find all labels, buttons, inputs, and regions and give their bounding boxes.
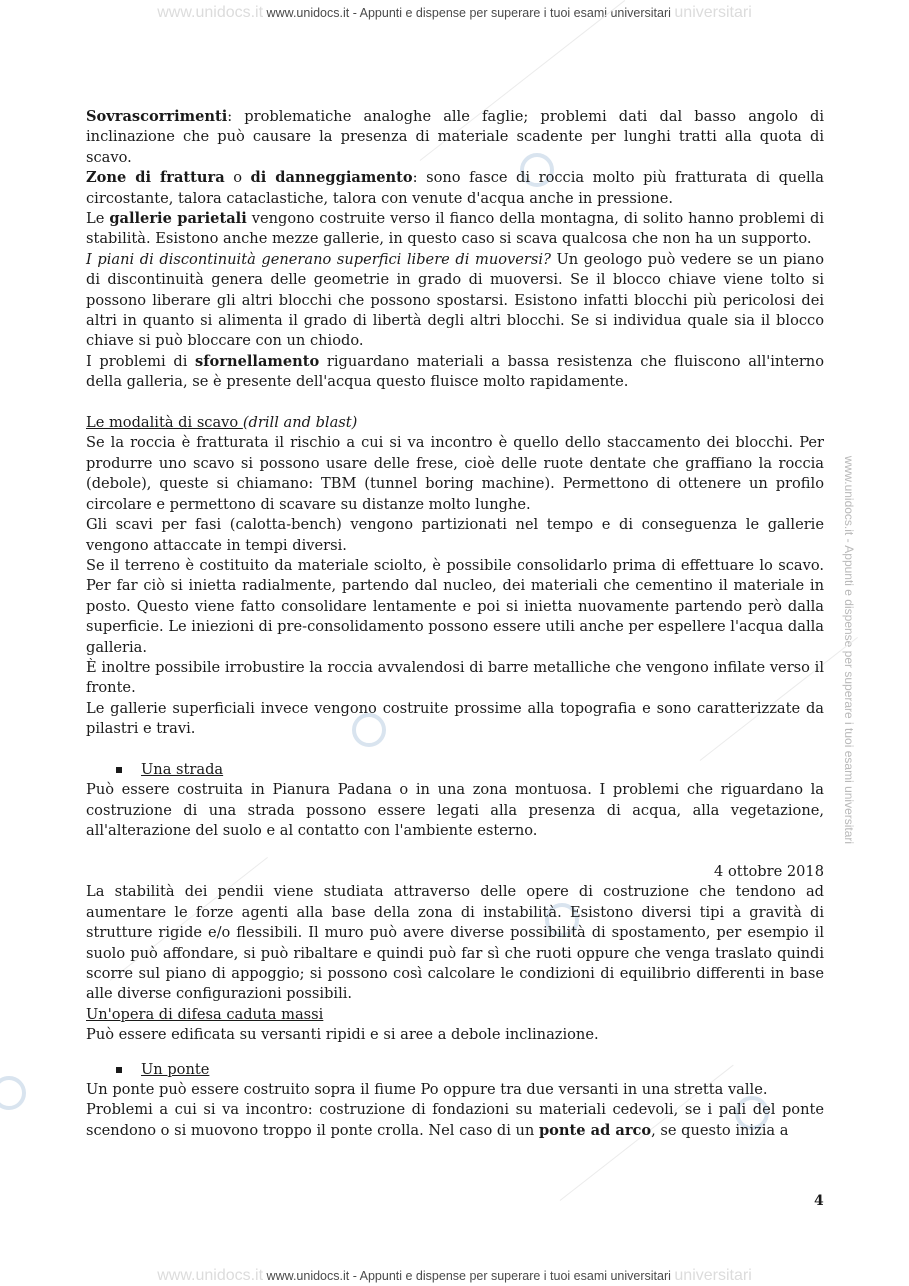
paragraph-frese: Se la roccia è fratturata il rischio a cui si va incontro è quello dello staccamento dei blocchi. Per produrre uno scavo si possono usare delle frese, cioè delle ruote dentate che graffiano la roccia (debole), queste si chiamano: TBM (tunnel boring machine). Permettono di ottenere un profilo circolare e permettono di scavare su distanze molto lunghe.: [86, 434, 824, 513]
bullet-label: Un ponte: [141, 1060, 210, 1078]
heading-text: Un'opera di difesa caduta massi: [86, 1005, 324, 1023]
paragraph-text: Le: [86, 210, 110, 228]
paragraph-ponte: Un ponte può essere costruito sopra il fiume Po oppure tra due versanti in una stretta valle.: [86, 1081, 768, 1099]
paragraph-consolidamento: Se il terreno è costituito da materiale sciolto, è possibile consolidarlo prima di effettuare lo scavo. Per far ciò si inietta radialmente, partendo dal nucleo, dei materiali che cementino il materiale in posto. Questo viene fatto consolidare lentamente e poi si inietta nuovamente partendo però dalla superficie. Le iniezioni di pre-consolidamento possono essere utili anche per espellere l'acqua dalla galleria.: [86, 556, 824, 656]
paragraph-text: vengono costruite verso il fianco della montagna, di solito hanno problemi di stabilità. Esistono anche mezze gallerie, in questo caso si scava qualcosa che non ha un supporto.: [86, 210, 824, 248]
paragraph-sovrascorrimenti: [86, 107, 824, 168]
paragraph-difesa-massi: Può essere edificata su versanti ripidi e si aree a debole inclinazione.: [86, 1026, 599, 1044]
watermark-ghost-right: universitari: [674, 4, 752, 21]
watermark-footer-text: www.unidocs.it - Appunti e dispense per superare i tuoi esami universitari: [266, 1269, 671, 1283]
bullet-square-icon: [116, 1067, 122, 1073]
paragraph-strada: Può essere costruita in Pianura Padana o in una zona montuosa. I problemi che riguardano la costruzione di una strada possono essere legati alla presenza di acqua, alla vegetazione, all'alterazione del suolo e al contatto con l'ambiente esterno.: [86, 781, 824, 840]
paragraph-zone-frattura: [86, 168, 824, 209]
paragraph-text: : problematiche analoghe alle faglie; problemi dati dal basso angolo di inclinazione che può causare la presenza di materiale scadente per lunghi tratti alla quota di scavo.: [86, 108, 824, 166]
page-number: 4: [814, 1193, 824, 1209]
document-body: [86, 107, 824, 1141]
bullet-label: Una strada: [141, 760, 224, 778]
paragraph-text: o: [224, 169, 251, 187]
paragraph-text: Un geologo può vedere se un piano di discontinuità genera delle geometrie in grado di muoversi. Se il blocco chiave viene tolto si possono liberare gli altri blocchi che possono spostarsi. Esistono infatti blocchi più pericolosi dei altri in quanto si alimenta il grado di libertà degli altri blocchi. Se si individua quale sia il blocco chiave si può bloccare con un chiodo.: [86, 250, 824, 350]
term-zone-frattura: Zone di frattura: [86, 169, 225, 187]
bullet-strada: [116, 760, 824, 780]
spacer: [86, 1046, 824, 1060]
term-sfornellamento: sfornellamento: [195, 352, 320, 370]
watermark-ghost-right: universitari: [674, 1267, 752, 1284]
heading-modalita-scavo: [86, 413, 824, 433]
spacer: [86, 393, 824, 413]
paragraph-pendii: La stabilità dei pendii viene studiata attraverso delle opere di costruzione che tendono ad aumentare le forze agenti alla base della zona di instabilità. Esistono diversi tipi a gravità di strutture rigide e/o flessibili. Il muro può avere diverse possibilità di spostamento, per esempio il suolo può affondare, si può ribaltare e quindi può far sì che ruoti oppure che venga traslato quindi scorre sul piano di appoggio; si possono così calcolare le condizioni di equilibrio differenti in base alle diverse configurazioni possibili.: [86, 883, 824, 1003]
watermark-side-right: www.unidocs.it - Appunti e dispense per superare i tuoi esami universitari: [842, 455, 857, 845]
spacer: [86, 740, 824, 760]
bullet-square-icon: [116, 767, 122, 773]
watermark-logo-icon: [0, 1076, 26, 1110]
watermark-footer: [0, 1267, 909, 1285]
bullet-ponte: [116, 1060, 824, 1080]
watermark-ghost-left: www.unidocs.it: [157, 1267, 264, 1284]
term-gallerie-parietali: gallerie parietali: [109, 210, 247, 228]
watermark-header: [0, 4, 909, 22]
paragraph-barre: È inoltre possibile irrobustire la roccia avvalendosi di barre metalliche che vengono infilate verso il fronte.: [86, 658, 824, 697]
paragraph-text: : sono fasce di roccia molto più fratturata di quella circostante, talora cataclastiche, talora con venute d'acqua anche in pressione.: [86, 169, 824, 207]
paragraph-text: riguardano materiali a bassa resistenza che fluiscono all'interno della galleria, se è presente dell'acqua questo fluisce molto rapidamente.: [86, 352, 824, 391]
heading-text: Le modalità di scavo: [86, 414, 243, 432]
paragraph-text: Problemi a cui si va incontro: costruzione di fondazioni su materiali cedevoli, se i pali del ponte scendono o si muovono troppo il ponte crolla. Nel caso di un: [86, 1101, 824, 1139]
term-ponte-arco: ponte ad arco: [538, 1121, 652, 1139]
paragraph-ponte-problemi: [86, 1100, 824, 1141]
spacer: [86, 842, 824, 862]
paragraph-discontinuita: [86, 250, 824, 352]
term-sovrascorrimenti: Sovrascorrimenti: [86, 108, 228, 125]
lecture-date: 4 ottobre 2018: [714, 862, 824, 880]
watermark-ghost-left: www.unidocs.it: [157, 4, 264, 21]
question-italic: I piani di discontinuità generano superfici libere di muoversi?: [86, 250, 551, 268]
watermark-header-text: www.unidocs.it - Appunti e dispense per superare i tuoi esami universitari: [266, 6, 671, 20]
heading-italic: (drill and blast): [242, 414, 358, 432]
paragraph-gallerie-parietali: [86, 209, 824, 250]
paragraph-text: , se questo inizia a: [651, 1121, 789, 1139]
heading-difesa-massi: [86, 1005, 824, 1025]
paragraph-gallerie-superficiali: Le gallerie superficiali invece vengono costruite prossime alla topografia e sono caratterizzate da pilastri e travi.: [86, 699, 824, 738]
paragraph-text: I problemi di: [86, 352, 196, 370]
paragraph-scavi-fasi: Gli scavi per fasi (calotta-bench) vengono partizionati nel tempo e di conseguenza le gallerie vengono attaccate in tempi diversi.: [86, 516, 824, 554]
paragraph-sfornellamento: [86, 352, 824, 393]
term-danneggiamento: di danneggiamento: [250, 169, 413, 187]
